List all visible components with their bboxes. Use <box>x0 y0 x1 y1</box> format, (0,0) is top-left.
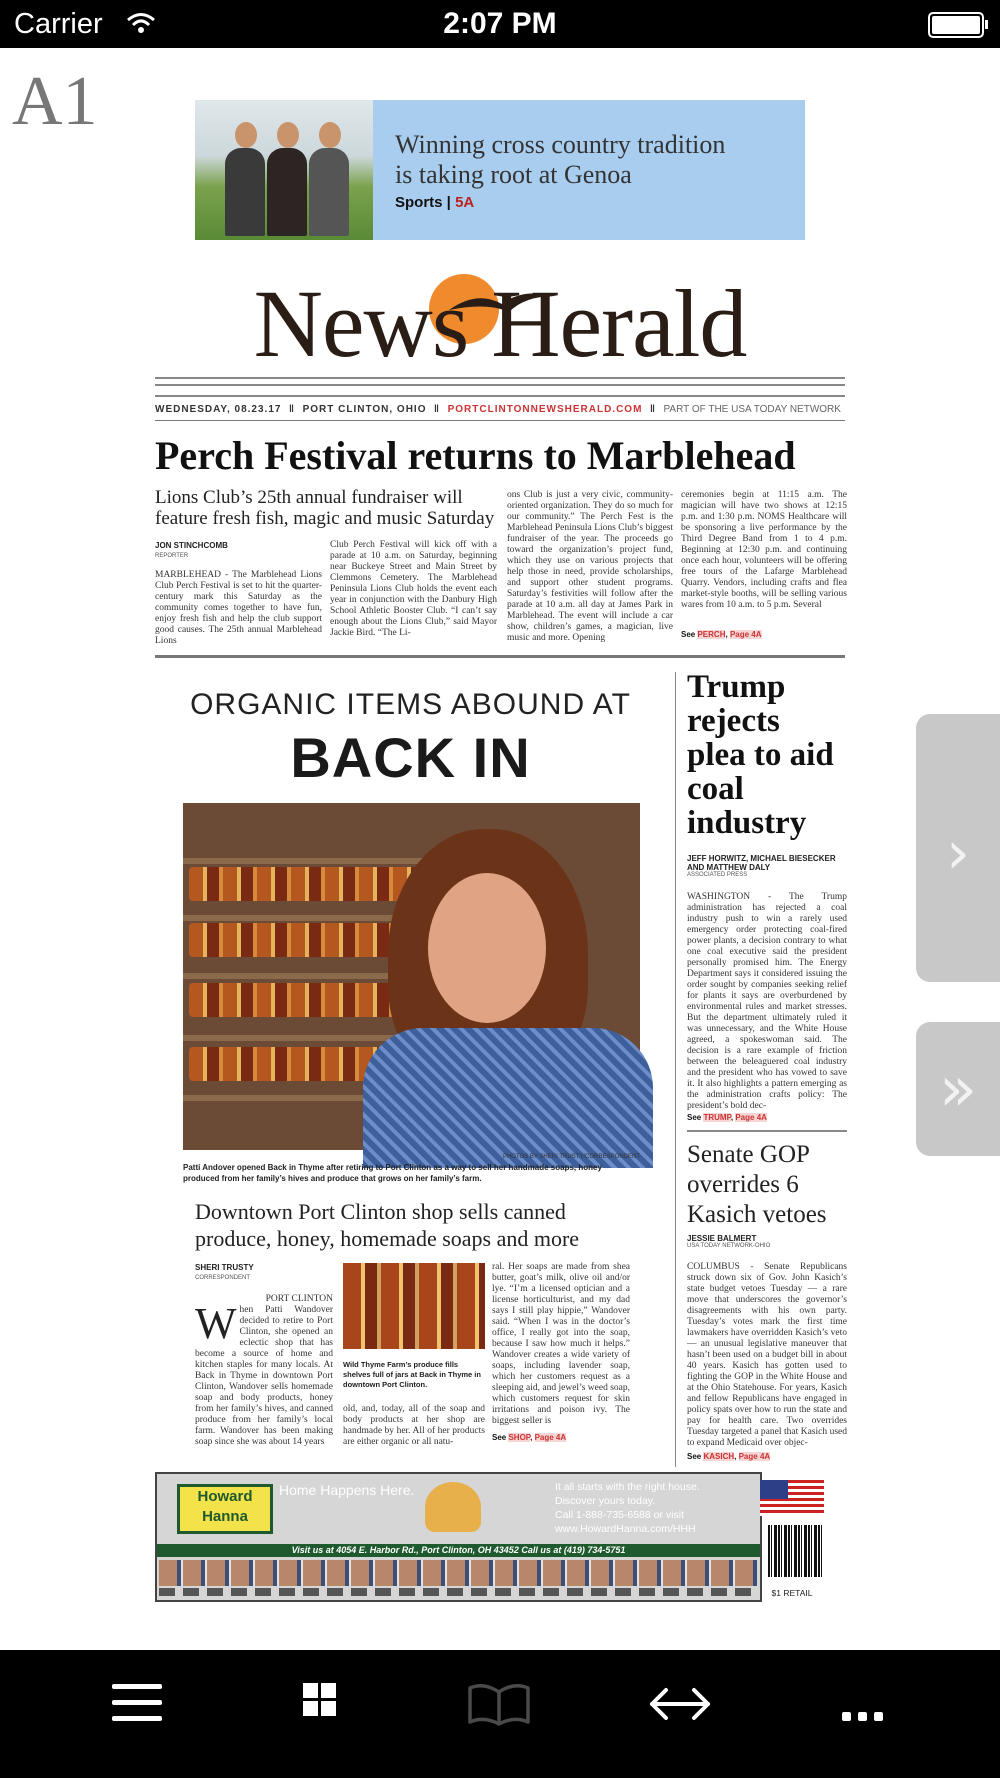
masthead-title: News Herald <box>253 270 747 377</box>
feature-byline: SHERI TRUSTY CORRESPONDENT <box>195 1263 254 1281</box>
lead-column-4: ceremonies begin at 11:15 a.m. The magician will have two shows at 12:15 p.m. and 1:30 p.m. NOMS Healthcare will be sponsoring a live performance by the Third Degree Band from 1 to 4 p.m. Beginning at 12:30 p.m. and continuing once each hour, volunteers will be offering free tours of the Lafarge Marblehead Quarry. Vendors, including crafts and flea market-style booths, will be selling various wares from 10 a.m. to 5 p.m. Several <box>681 490 847 610</box>
senate-body: COLUMBUS - Senate Republicans struck down six of Gov. John Kasich’s state budget vetoes Tuesday — a rare move that underscores the governor’s disagreements with his own party. Tuesday’s votes mark the first time lawmakers have overridden Kasich’s veto — an unusual legislative maneuver that hasn’t been used on a budget bill in about 40 years. Kasich has gotten used to fighting the GOP in the White House and at the Ohio Statehouse. For years, Kasich and fellow Republicans have engaged in policy spats over how to run the state and pay for health care. Two overrides Tuesday targeted a panel that Kasich used to expand Medicaid over objec- <box>687 1262 847 1448</box>
ad-address-strip: Visit us at 4054 E. Harbor Rd., Port Clinton, OH 43452 Call us at (419) 734-5751 <box>157 1544 760 1557</box>
feature-headline[interactable]: BACK IN <box>290 726 531 789</box>
senate-headline[interactable]: Senate GOP overrides 6 Kasich vetoes <box>687 1141 827 1228</box>
page-label: A1 <box>12 63 98 140</box>
us-flag-icon <box>760 1480 824 1516</box>
feature-column-1: SHERI TRUSTY CORRESPONDENT PORT CLINTON When Patti Wandover decided to retire to Port Clinton, she opened an eclectic shop that has become a source of home and kitchen staples for many locals. At Back in Thyme in downtown Port Clinton, Wandover sells homemade soap and body products, honey from her family’s hives, and canned produce from her family’s local farm. Wandover has been making soap since she was about 14 years <box>195 1263 333 1447</box>
lead-deck: Lions Club’s 25th annual fundraiser will feature fresh fish, magic and music Saturday <box>155 487 495 529</box>
ad-logo: Howard Hanna <box>177 1484 273 1534</box>
trump-headline[interactable]: Trump rejects plea to aid coal industry <box>687 669 834 841</box>
menu-icon[interactable] <box>112 1680 182 1730</box>
teaser-headline: Winning cross country tradition is taking root at Genoa <box>395 130 726 189</box>
price-label: $1 RETAIL <box>771 1588 813 1598</box>
feature-jump-link[interactable]: See SHOP, Page 4A <box>492 1433 567 1442</box>
feature-kicker: ORGANIC ITEMS ABOUND AT <box>190 688 631 721</box>
photo-credit: PHOTOS BY SHERI TRUSTY/CORRESPONDENT <box>502 1154 640 1160</box>
masthead-rule <box>155 377 845 397</box>
trump-body: WASHINGTON - The Trump administration has rejected a coal industry push to win a rarely used emergency order protecting coal-fired power plants, a decision contrary to what one coal executive said the president personally promised him. The Energy Department says it considered issuing the order sought by companies seeking relief for plants it says are overburdened by environmental rules and market stresses. But the department ultimately ruled it was unnecessary, and the White House agreed, a spokeswoman said. The decision is a rare example of friction between the beleaguered coal industry and the president who has vowed to save it. It also highlights a pattern emerging as the administration crafts policy: The president’s bold dec- <box>687 892 847 1111</box>
more-icon[interactable] <box>838 1680 908 1730</box>
status-bar <box>0 0 1000 48</box>
grid-icon[interactable] <box>300 1680 370 1730</box>
lead-column-3: ons Club is just a very civic, community-oriented organization. They do so much for our community.” The Perch Fest is the Marblehead Peninsula Lions Club’s biggest fundraiser of the year. The proceeds go toward the organization’s project fund, which they use on various projects that help those in need, provide scholarships, and support other student programs. Saturday’s festivities will follow after the parade at 10 a.m. all day at James Park in Marblehead. The event will include a car show, children’s games, a magician, live music and more. Opening <box>507 490 673 643</box>
barcode-icon <box>768 1525 824 1577</box>
ad-tagline: Home Happens Here. <box>279 1482 415 1498</box>
howard-hanna-ad[interactable] <box>155 1472 762 1602</box>
fit-width-icon[interactable] <box>648 1680 718 1730</box>
bottom-toolbar <box>0 1650 1000 1778</box>
lead-jump-link[interactable]: See PERCH, Page 4A <box>681 630 762 639</box>
lead-column-2: Club Perch Festival will kick off with a parade at 10 a.m. on Saturday, beginning near Buckeye Street and Main Street by Clemmons Cemetery. The Marblehead Peninsula Lions Club holds the event each year in conjunction with the Danbury High School Athletic Booster Club. “I can’t say enough about the Lions Club,” said Mayor Jackie Bird. “The Li- <box>330 540 497 638</box>
lead-headline[interactable]: Perch Festival returns to Marblehead <box>155 433 796 478</box>
battery-icon <box>928 12 984 38</box>
trump-byline: JEFF HORWITZ, MICHAEL BIESECKER AND MATTHEW DALY ASSOCIATED PRESS <box>687 854 836 878</box>
senate-byline: JESSIE BALMERT USA TODAY NETWORK-OHIO <box>687 1234 771 1249</box>
feature-photo[interactable] <box>183 803 640 1150</box>
double-chevron-right-icon: » <box>939 1052 977 1125</box>
last-page-button[interactable] <box>916 1022 1000 1156</box>
teaser-photo <box>195 100 373 240</box>
feature-thumbnail[interactable] <box>343 1263 485 1349</box>
book-icon[interactable] <box>466 1680 536 1730</box>
clock: 2:07 PM <box>443 7 557 40</box>
ad-agent-photos <box>159 1560 757 1586</box>
feature-subhead[interactable]: Downtown Port Clinton shop sells canned produce, honey, homemade soaps and more <box>195 1199 580 1251</box>
feature-column-2: old, and, today, all of the soap and body products at her shop are handmade by her. All of her products are either organic or all natu- <box>343 1404 485 1447</box>
sports-teaser[interactable] <box>195 100 805 240</box>
chevron-right-icon: › <box>946 818 970 888</box>
senate-jump-link[interactable]: See KASICH, Page 4A <box>687 1452 771 1461</box>
carrier-label: Carrier <box>14 8 103 40</box>
next-page-button[interactable] <box>916 714 1000 982</box>
teaser-section: Sports | 5A <box>395 194 475 211</box>
feature-column-3: ral. Her soaps are made from shea butter, goat’s milk, olive oil and/or lye. “I’m a licensed optician and a license horticulturist, and my dad says I still play hippie,” Wandover said. “When I was in the doctor’s office, I really got into the soap, because I saw how much it helps.” Wandover creates a wide variety of soaps, including lavender soap, which her customers request as a sleeping aid, and jewel’s weed soap, which customers request for skin irritations and poison ivy. The biggest seller is <box>492 1262 630 1426</box>
dateline: WEDNESDAY, 08.23.17 ‖ PORT CLINTON, OHIO ‖ PORTCLINTONNEWSHERALD.COM ‖ PART OF THE USA TODAY NETWORK <box>155 404 841 415</box>
trump-jump-link[interactable]: See TRUMP, Page 4A <box>687 1113 767 1122</box>
ad-copy: It all starts with the right house. Discover yours today. Call 1-888-735-6588 or visit www.HowardHanna.com/HHH <box>555 1481 700 1535</box>
lead-column-1: JON STINCHCOMB REPORTER MARBLEHEAD - The Marblehead Lions Club Perch Festival is set to hit the quarter-century mark this Saturday as the community comes together to have fun, enjoy fresh fish and help the club support good causes. The 25th annual Marblehead Lions <box>155 541 322 646</box>
photo-caption: Patti Andover opened Back in Thyme after retiring to Port Clinton as a way to sell her handmade soaps, honey produced from her family’s hives and produce that grows on her family’s farm. <box>183 1163 602 1183</box>
thumbnail-caption: Wild Thyme Farm’s produce fills shelves full of jars at Back in Thyme in downtown Port Clinton. <box>343 1360 481 1389</box>
masthead <box>155 268 845 378</box>
lead-byline: JON STINCHCOMB REPORTER <box>155 541 228 559</box>
